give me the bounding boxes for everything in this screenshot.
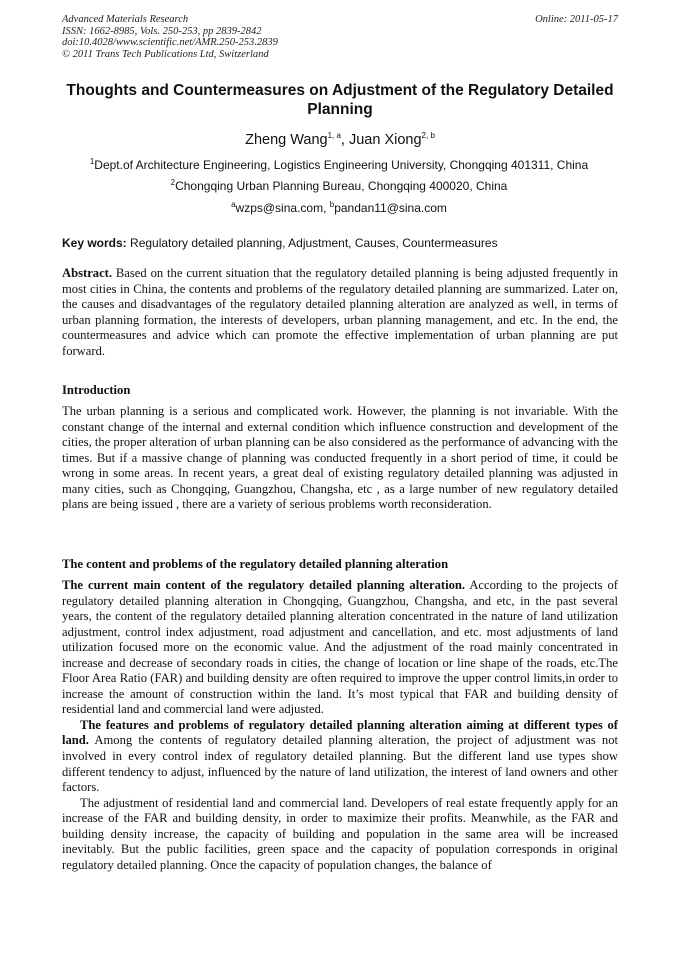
email-b: pandan11@sina.com xyxy=(334,201,447,215)
affiliation-1-text: Dept.of Architecture Engineering, Logistics Engineering University, Chongqing 401311, China xyxy=(94,158,589,172)
doi-line: doi:10.4028/www.scientific.net/AMR.250-253.2839 xyxy=(62,37,278,48)
keywords-label: Key words: xyxy=(62,236,127,250)
copyright-line: © 2011 Trans Tech Publications Ltd, Switzerland xyxy=(62,48,269,60)
section-2-paragraph-3: The adjustment of residential land and commercial land. Developers of real estate frequently apply for an increase of the FAR and building density, in order to maximize their profits. Meanwhile, as the FAR and building density increase, the capacity of building and population in the same area will be increased inevitably. But the public facilities, green space and the capacity of population corresponds in original regulatory detailed planning. Once the capacity of population changes, the balance of xyxy=(62,795,618,872)
section-2-p2-lead: The features and problems of regulatory detailed planning alteration aiming at different types of land. xyxy=(62,717,618,748)
affiliation-1-sup: 1 xyxy=(89,157,95,166)
introduction-paragraph: The urban planning is a serious and complicated work. However, the planning is not invariable. With the constant change of the internal and external condition which influence construction and development of the cities, the proper alteration of urban planning can be also considered as the performance of advancing with the times. But if a massive change of planning was conducted frequently in a short period of time, it could be wrong in some areas. In recent years, a great deal of existing regulatory detailed planning was adjusted in many cities, such as Chongqing, Guangzhou, Changsha, etc , as a large number of new regulatory detailed plans are being issued , there are a variety of serious problems worth reconsideration. xyxy=(62,404,619,512)
section-2-paragraph-1 xyxy=(62,578,618,718)
affiliation-2-sup: 2 xyxy=(170,178,176,187)
online-date: Online: 2011-05-17 xyxy=(535,14,618,25)
email-a-sup: a xyxy=(231,200,236,209)
author-line xyxy=(62,131,618,149)
author-1-sup: 1, a xyxy=(327,131,341,141)
author-2-sup: 2, b xyxy=(421,131,435,141)
affiliation-2-text: Chongqing Urban Planning Bureau, Chongqing 400020, China xyxy=(175,179,508,193)
paper-title: Thoughts and Countermeasures on Adjustment of the Regulatory Detailed Planning xyxy=(66,82,614,118)
section-2-p1-lead: The current main content of the regulatory detailed planning alteration. xyxy=(62,578,466,592)
affiliation-2 xyxy=(30,179,648,193)
section-2-paragraph-2 xyxy=(62,718,618,796)
introduction-body xyxy=(62,404,618,513)
author-1-name: Zheng Wang xyxy=(245,132,328,148)
email-a: wzps@sina.com, xyxy=(235,201,330,215)
abstract-text: Based on the current situation that the regulatory detailed planning is being adjusted frequently in most cities in China, the contents and problems of the regulatory detailed planning are summarized. Later on, the causes and disadvantages of the regulatory detailed planning alteration are analyzed as well, in terms of urban planning formation, the interests of developers, urban planning management, and etc. In the end, the countermeasures and advice which can promote the effective implementation of urban planning are put forward. xyxy=(62,266,618,358)
issn-line: ISSN: 1662-8985, Vols. 250-253, pp 2839-2842 xyxy=(62,25,262,37)
author-2-name: Juan Xiong xyxy=(348,132,422,148)
email-line xyxy=(30,201,648,215)
author-separator: , xyxy=(340,132,349,148)
section-2-p1-text: According to the projects of regulatory detailed planning alteration in Chongqing, Guangzhou, Changsha, and etc, in the past several years, the content of the regulatory detailed planning alteration concentrated in the nature of land utilization adjustment, control index adjustment, road adjustment and cancellation, and etc. most adjustments of land utilization focused more on the economic value. And the adjustment of the road mainly concentrated in increase and decrease of secondary roads in cities, the change of location or line shape of the roads, etc.The Floor Area Ratio (FAR) and building density are often required to improve the upper control limits,in order to increase the amount of construction within the land. It’s most typical that FAR and building density of residential land and commercial land were adjusted. xyxy=(62,578,618,717)
section-2-body xyxy=(62,578,618,873)
introduction-heading: Introduction xyxy=(62,383,131,397)
abstract xyxy=(62,266,618,359)
keywords xyxy=(62,236,618,250)
keywords-text: Regulatory detailed planning, Adjustment, Causes, Countermeasures xyxy=(126,236,498,250)
section-2-p2-text: Among the contents of regulatory detailed planning alteration, the project of adjustment was not involved in every control index of regulatory detailed planning. But the different land use types show different tendency to adjust, influenced by the nature of land utilization, the interest of land owners and other factors. xyxy=(62,733,618,795)
journal-name: Advanced Materials Research xyxy=(62,14,189,25)
abstract-label: Abstract. xyxy=(62,266,113,280)
affiliation-1 xyxy=(30,158,648,172)
email-b-sup: b xyxy=(329,200,335,209)
section-2-heading: The content and problems of the regulatory detailed planning alteration xyxy=(62,557,449,571)
journal-header xyxy=(62,14,618,60)
abstract-paragraph xyxy=(62,266,618,359)
